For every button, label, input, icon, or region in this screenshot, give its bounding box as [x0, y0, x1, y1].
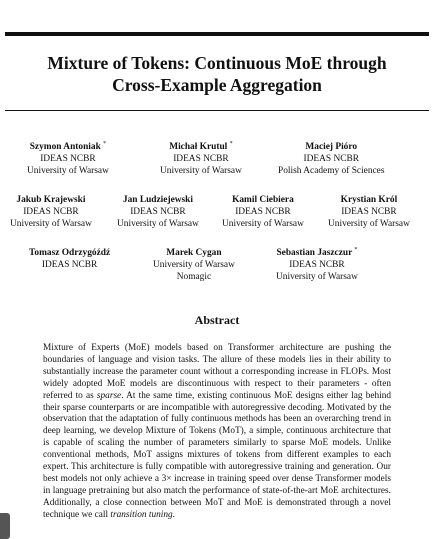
title-line-2: Cross-Example Aggregation	[112, 75, 322, 95]
equal-contribution-mark: *	[354, 246, 358, 253]
author-block	[276, 248, 358, 283]
side-panel-handle[interactable]	[0, 513, 10, 539]
author-affiliation: University of Warsaw	[160, 165, 242, 176]
author-affiliation: University of Warsaw	[328, 218, 410, 229]
author-affiliation: IDEAS NCBR	[235, 206, 291, 217]
author-block	[222, 195, 304, 230]
author-name: Marek Cygan	[166, 248, 222, 258]
author-name: Jan Ludziejewski	[122, 195, 193, 205]
author-affiliation: IDEAS NCBR	[303, 153, 359, 164]
author-affiliation: IDEAS NCBR	[130, 206, 186, 217]
author-affiliation: University of Warsaw	[10, 218, 92, 229]
author-affiliation: IDEAS NCBR	[289, 259, 345, 270]
emphasis-transition-tuning: transition tuning	[110, 509, 173, 520]
author-block	[153, 248, 235, 283]
author-affiliation: IDEAS NCBR	[341, 206, 397, 217]
author-affiliation: University of Warsaw	[117, 218, 199, 229]
author-affiliation: University of Warsaw	[222, 218, 304, 229]
author-name: Szymon Antoniak *	[29, 140, 107, 152]
author-block	[117, 195, 199, 230]
author-block	[29, 248, 110, 272]
author-affiliation: IDEAS NCBR	[41, 259, 98, 270]
author-name: Krystian Król	[340, 195, 398, 205]
author-block	[27, 142, 109, 177]
author-affiliation: Nomagic	[176, 271, 212, 282]
paper-title	[0, 52, 434, 96]
author-block	[160, 142, 242, 177]
author-name: Sebastian Jaszczur *	[276, 246, 358, 258]
abstract-body: Mixture of Experts (MoE) models based on Transformer architecture are pushing the boundaries of language and vision tasks. The allure of these models lies in their ability to substantially increase the parameter count without a corresponding increase in FLOPs. Most widely adopted MoE models are discontinuous with respect to their parameters - often referred to as sparse. At the same time, existing continuous MoE designs either lag behind their sparse counterparts or are incompatible with autoregressive decoding. Motivated by the observation that the adaptation of fully continuous methods has been an overarching trend in deep learning, we develop Mixture of Tokens (MoT), a simple, continuous architecture that is capable of scaling the number of parameters similarly to sparse MoE models. Unlike conventional methods, MoT assigns mixtures of tokens from different examples to each expert. This architecture is fully compatible with autoregressive training and generation. Our best models not only achieve a 3× increase in training speed over dense Transformer models in language pretraining but also match the performance of state-of-the-art MoE architectures. Additionally, a close connection between MoT and MoE is demonstrated through a novel technique we call transition tuning.	[43, 343, 391, 520]
author-name: Maciej Pióro	[305, 142, 358, 152]
author-affiliation: IDEAS NCBR	[173, 153, 229, 164]
author-affiliation: University of Warsaw	[27, 165, 109, 176]
author-affiliation: Polish Academy of Sciences	[278, 165, 385, 176]
author-affiliation: IDEAS NCBR	[40, 153, 96, 164]
emphasis-sparse: sparse	[96, 390, 122, 401]
top-rule	[5, 32, 429, 36]
author-affiliation: University of Warsaw	[153, 259, 235, 270]
author-block	[328, 195, 410, 230]
author-affiliation: IDEAS NCBR	[23, 206, 79, 217]
title-line-1: Mixture of Tokens: Continuous MoE through	[47, 53, 387, 73]
author-name: Michał Krutul *	[169, 140, 233, 152]
author-name: Jakub Krajewski	[16, 195, 86, 205]
author-block	[10, 195, 92, 230]
author-block	[278, 142, 385, 177]
equal-contribution-mark: *	[229, 140, 233, 147]
author-name: Tomasz Odrzygóźdź	[29, 248, 111, 258]
abstract-heading: Abstract	[194, 313, 240, 327]
title-rule	[5, 110, 429, 111]
author-affiliation: University of Warsaw	[276, 271, 358, 282]
author-name: Kamil Ciebiera	[232, 195, 294, 205]
equal-contribution-mark: *	[103, 140, 107, 147]
